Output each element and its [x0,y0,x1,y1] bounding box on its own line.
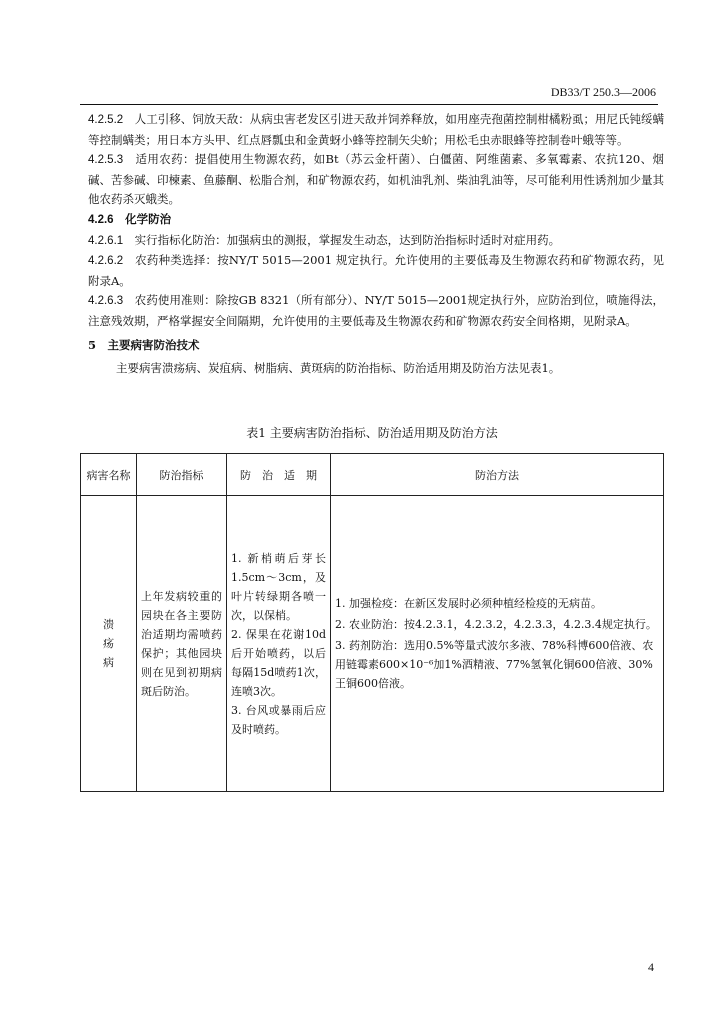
section-4-2-5-3 [88,150,664,210]
disease-char: 溃 [103,618,114,631]
section-text: 农药使用准则：除按GB 8321（所有部分）、NY/T 5015—2001规定执行外，应防治到位，喷施得法，注意残效期，严格掌握安全间隔期，允许使用的主要低毒及生物源农药和矿物源农药安全间格期，见附录A。 [88,293,665,328]
table-caption: 表1 主要病害防治指标、防治适用期及防治方法 [246,426,498,440]
disease-char: 疡 [103,637,114,650]
table-row [81,496,664,792]
header-rule [80,104,658,105]
section-4-2-6-heading [88,210,664,231]
section-4-2-5-2 [88,110,664,150]
disease-char: 病 [103,656,114,669]
header-period: 防 治 适 期 [227,454,331,496]
document-code: DB33/T 250.3—2006 [550,85,656,99]
section-4-2-6-3 [88,291,664,331]
section-title: 化学防治 [125,211,172,226]
section-number: 4.2.6.1 [88,234,124,247]
section-4-2-6-1 [88,231,664,252]
period-item: 3. 台风或暴雨后应及时喷药。 [231,703,326,736]
section-5-heading: 5 主要病害防治技术 [88,337,200,352]
table-header-row [81,454,664,496]
section-text: 人工引移、饲放天敌：从病虫害老发区引进天敌并饲养释放，如用座壳孢菌控制柑橘粉虱；用尼氏钝绥螨等控制螨类；用日本方头甲、红点唇瓢虫和金黄蚜小蜂等控制矢尖蚧；用松毛虫赤眼蜂等控制卷叶蛾等等。 [88,112,664,147]
section-number: 4.2.6 [88,213,114,226]
period-cell [227,496,331,792]
section-number: 4.2.5.2 [88,114,124,126]
disease-control-table [80,453,664,792]
section-text: 实行指标化防治：加强病虫的测报，掌握发生动态，达到防治指标时适时对症用药。 [134,232,561,247]
section-text: 适用农药：提倡使用生物源农药，如Bt（苏云金杆菌）、白僵菌、阿维菌素、多氧霉素、农抗120、烟碱、苦参碱、印楝素、鱼藤酮、松脂合剂，和矿物源农药，如机油乳剂、柴油乳油等，尽可能利用性诱剂加少量其他农药杀灭蛾类。 [88,152,664,207]
section-text: 农药种类选择：按NY/T 5015—2001 规定执行。允许使用的主要低毒及生物源农药和矿物源农药，见附录A。 [88,253,664,288]
body-text [88,110,664,379]
period-item: 2. 保果在花谢10d后开始喷药，以后每隔15d喷药1次，连喷3次。 [231,627,326,698]
section-5-intro: 主要病害溃疡病、炭疽病、树脂病、黄斑病的防治指标、防治适用期及防治方法见表1。 [116,361,561,376]
section-number: 4.2.6.2 [88,255,124,268]
method-item: 2. 农业防治：按4.2.3.1，4.2.3.2，4.2.3.3，4.2.3.4规定执行。 [335,618,657,631]
method-item: 3. 药剂防治：选用0.5%等量式波尔多液、78%科博600倍液、农用链霉素600×10⁻⁶加1%酒精液、77%氢氧化铜600倍液、30%王铜600倍液。 [335,639,654,690]
period-item: 1. 新梢萌后芽长1.5cm～3cm，及叶片转绿期各喷一次，以保梢。 [231,551,326,622]
section-number: 4.2.5.3 [88,154,124,167]
header-indicator: 防治指标 [137,454,227,496]
header-method: 防治方法 [331,454,664,496]
method-cell [331,496,664,792]
indicator-cell: 上年发病较重的园块在各主要防治适期均需喷药保护；其他园块则在见到初期病斑后防治。 [137,496,227,792]
section-4-2-6-2 [88,251,664,291]
method-item: 1. 加强检疫：在新区发展时必须种植经检疫的无病苗。 [335,597,602,610]
page-number: 4 [648,960,654,974]
disease-name-cell [81,496,137,792]
header-disease-name: 病害名称 [81,454,137,496]
section-number: 4.2.6.3 [88,295,124,308]
